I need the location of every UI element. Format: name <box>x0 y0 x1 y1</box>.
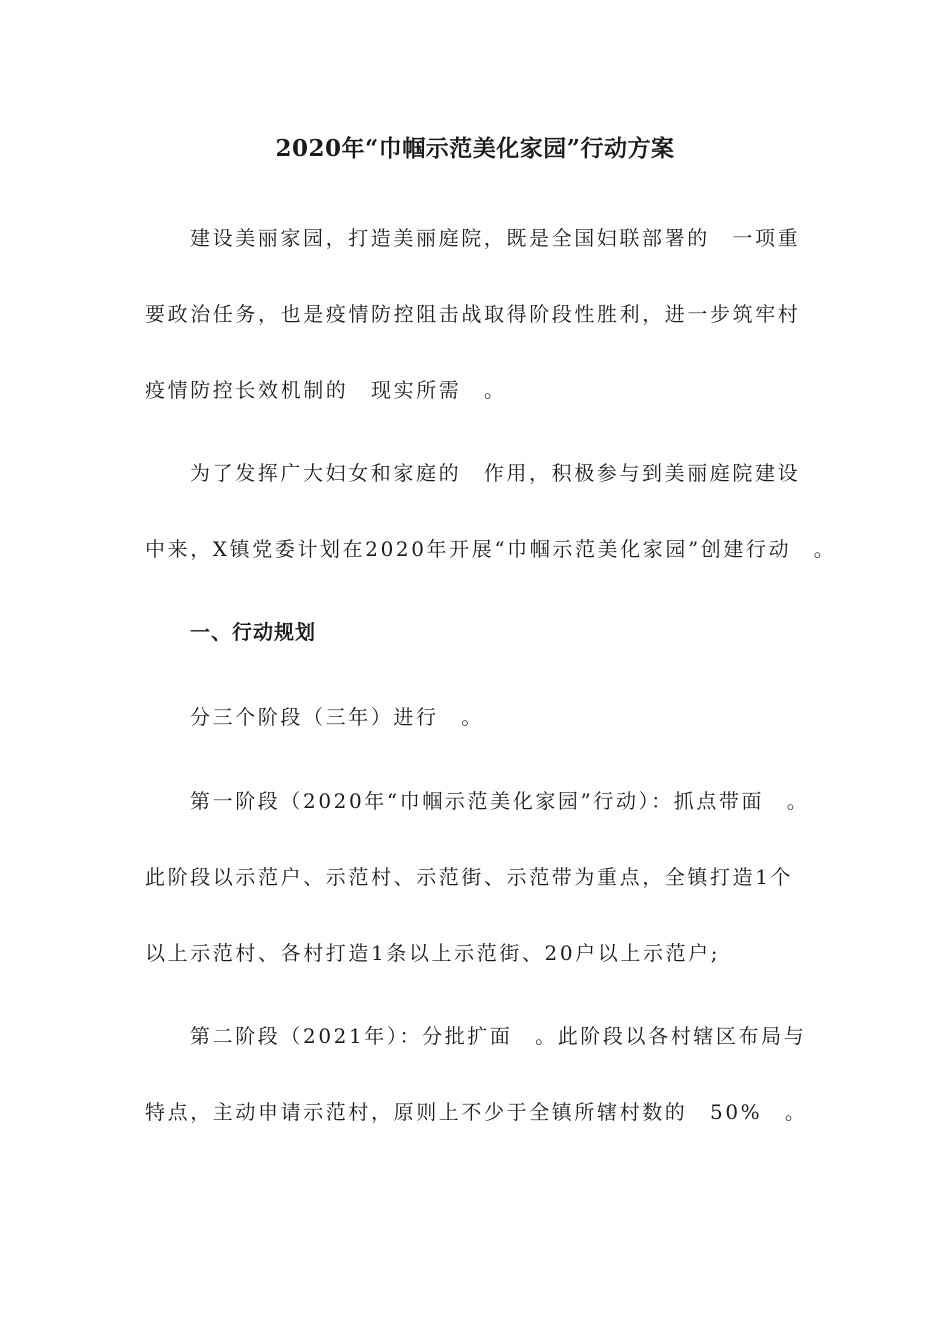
paragraph-5-line-2: 特点，主动申请示范村，原则上不少于全镇所辖村数的 50% 。 <box>145 1100 808 1124</box>
paragraph-2-line-2: 中来，X镇党委计划在2020年开展“巾帼示范美化家园”创建行动 。 <box>145 537 837 561</box>
section-heading-1: 一、行动规划 <box>190 620 316 644</box>
document-title: 2020年“巾帼示范美化家园”行动方案 <box>275 135 675 162</box>
paragraph-4-line-1: 第一阶段（2020年“巾帼示范美化家园”行动）：抓点带面 。 <box>190 789 810 813</box>
paragraph-4-line-3: 以上示范村、各村打造1条以上示范街、20户以上示范户; <box>145 941 721 965</box>
paragraph-5-line-1: 第二阶段（2021年）：分批扩面 。此阶段以各村辖区布局与 <box>190 1024 807 1048</box>
paragraph-1-line-2: 要政治任务，也是疫情防控阻击战取得阶段性胜利，进一步筑牢村 <box>145 302 801 326</box>
paragraph-2-line-1: 为了发挥广大妇女和家庭的 作用，积极参与到美丽庭院建设 <box>190 461 801 485</box>
paragraph-3-line-1: 分三个阶段（三年）进行 。 <box>190 705 484 729</box>
paragraph-4-line-2: 此阶段以示范户、示范村、示范街、示范带为重点，全镇打造1个 <box>145 865 794 889</box>
paragraph-1-line-1: 建设美丽家园，打造美丽庭院，既是全国妇联部署的 一项重 <box>190 226 801 250</box>
paragraph-1-line-3: 疫情防控长效机制的 现实所需 。 <box>145 378 507 402</box>
